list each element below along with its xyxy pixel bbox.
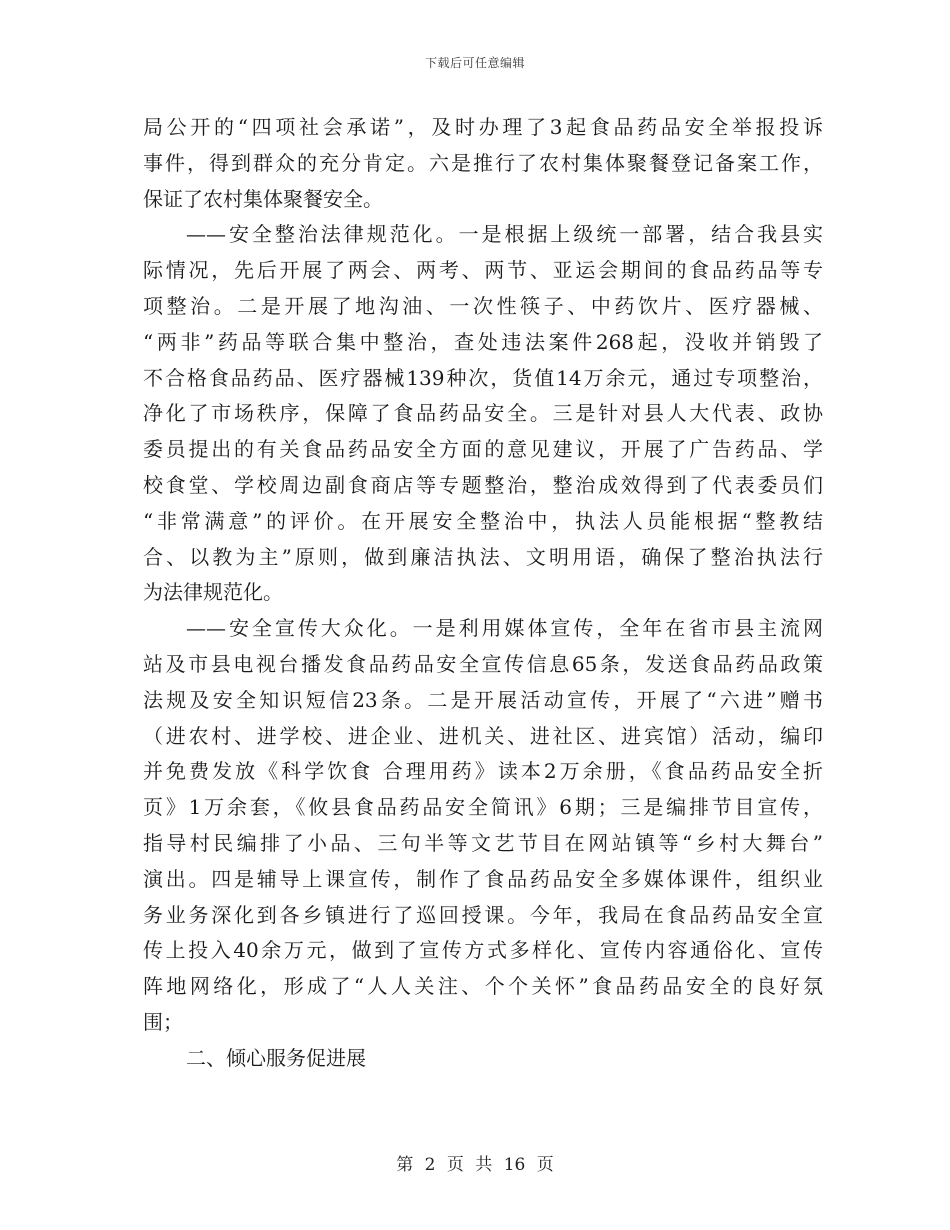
text-line: 传上投入40余万元，做到了宣传方式多样化、宣传内容通俗化、宣传 <box>143 938 823 963</box>
text-line: 演出。四是辅导上课宣传，制作了食品药品安全多媒体课件，组织业 <box>143 866 823 891</box>
paragraph <box>143 110 823 217</box>
paragraph <box>143 611 823 1041</box>
text-line: 阵地网络化，形成了“人人关注、个个关怀”食品药品安全的良好氛 <box>143 974 823 999</box>
text-line: 际情况，先后开展了两会、两考、两节、亚运会期间的食品药品等专 <box>143 258 823 283</box>
text-line: 并免费发放《科学饮食 合理用药》读本2万余册，《食品药品安全折 <box>143 759 823 784</box>
text-line: 校食堂、学校周边副食商店等专题整治，整治成效得到了代表委员们 <box>143 472 823 497</box>
text-line: 务业务深化到各乡镇进行了巡回授课。今年，我局在食品药品安全宣 <box>143 902 823 927</box>
text-line: （进农村、进学校、进企业、进机关、进社区、进宾馆）活动，编印 <box>143 723 823 748</box>
paragraph <box>143 217 823 611</box>
text-line: 页》1万余套，《攸县食品药品安全简讯》6期；三是编排节目宣传， <box>143 795 823 820</box>
text-line: 二、倾心服务促进展 <box>186 1045 366 1070</box>
document-body <box>143 110 823 1077</box>
text-line: ——安全宣传大众化。一是利用媒体宣传，全年在省市县主流网 <box>186 616 823 641</box>
text-line: “两非”药品等联合集中整治，查处违法案件268起，没收并销毁了 <box>143 329 823 354</box>
text-line: 事件，得到群众的充分肯定。六是推行了农村集体聚餐登记备案工作， <box>143 150 823 175</box>
text-line: 保证了农村集体聚餐安全。 <box>143 186 383 211</box>
page-header: 下载后可任意编辑 <box>424 56 525 70</box>
text-line: 法规及安全知识短信23条。二是开展活动宣传，开展了“六进”赠书 <box>143 687 823 712</box>
text-line: “非常满意”的评价。在开展安全整治中，执法人员能根据“整教结 <box>143 508 823 533</box>
text-line: 围； <box>143 1009 183 1034</box>
text-line: 净化了市场秩序，保障了食品药品安全。三是针对县人大代表、政协 <box>143 401 823 426</box>
text-line: 不合格食品药品、医疗器械139种次，货值14万余元，通过专项整治， <box>143 365 823 390</box>
text-line: 合、以教为主”原则，做到廉洁执法、文明用语，确保了整治执法行 <box>143 544 823 569</box>
text-line: 局公开的“四项社会承诺”，及时办理了3起食品药品安全举报投诉 <box>143 115 823 139</box>
text-line: 为法律规范化。 <box>143 580 283 605</box>
text-line: 指导村民编排了小品、三句半等文艺节目在网站镇等“乡村大舞台” <box>143 830 823 855</box>
paragraph <box>143 1041 823 1077</box>
text-line: 项整治。二是开展了地沟油、一次性筷子、中药饮片、医疗器械、 <box>143 293 823 318</box>
text-line: 站及市县电视台播发食品药品安全宣传信息65条，发送食品药品政策 <box>143 651 823 676</box>
page-footer: 第 2 页 共 16 页 <box>396 1155 554 1175</box>
text-line: 委员提出的有关食品药品安全方面的意见建议，开展了广告药品、学 <box>143 437 823 462</box>
text-line: ——安全整治法律规范化。一是根据上级统一部署，结合我县实 <box>186 222 823 247</box>
